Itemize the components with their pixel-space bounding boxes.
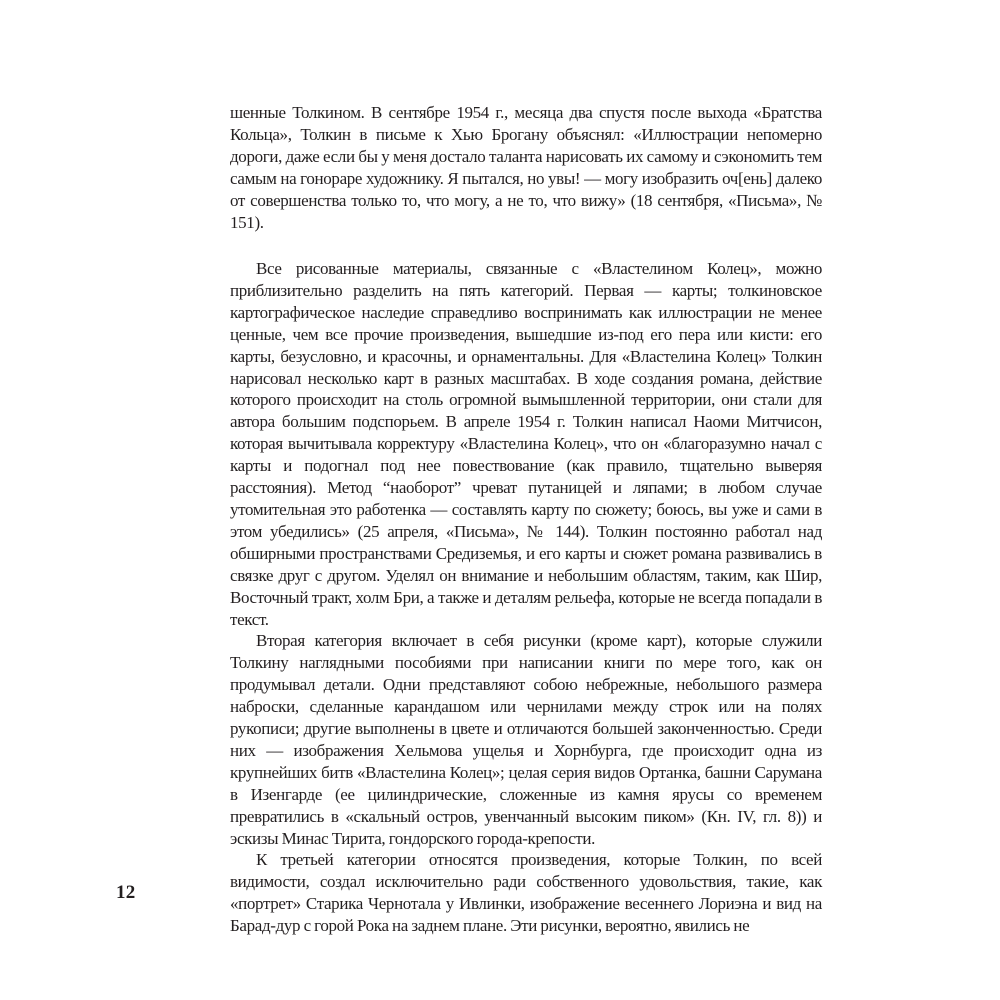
text-block-main: [230, 258, 822, 937]
text-block-top: [230, 102, 822, 233]
paragraph-third-category: К третьей категории относятся произведения, которые Толкин, по всей видимости, создал исключительно ради собственного удовольствия, такие, как «портрет» Старика Чернотала у Ивлинки, изображение весеннего Лориэна и вид на Барад-дур с горой Рока на заднем плане. Эти рисунки, вероятно, явились не: [230, 850, 822, 936]
page-number: 12: [116, 882, 136, 903]
paragraph-drawing-categories: Все рисованные материалы, связанные с «Властелином Колец», можно приблизительно разделить на пять категорий. Первая — карты; толкиновское картографическое наследие справедливо воспринимать как иллюстрации не менее ценные, чем все прочие произведения, вышедшие из-под его пера или кисти: его карты, безусловно, и красочны, и орнаментальны. Для «Властелина Колец» Толкин нарисовал несколько карт в разных масштабах. В ходе создания романа, действие которого происходит на столь огромной вымышленной территории, они стали для автора большим подспорьем. В апреле 1954 г. Толкин написал Наоми Митчисон, которая вычитывала корректуру «Властелина Колец», что он «благоразумно начал с карты и подогнал под нее повествование (как правило, тщательно выверяя расстояния). Метод “наоборот” чреват путаницей и ляпами; в любом случае утомительная это работенка — составлять карту по сюжету; боюсь, вы уже и сами в этом убедились» (25 апреля, «Письма», № 144). Толкин постоянно работал над обширными пространствами Средиземья, и его карты и сюжет романа развивались в связке друг с другом. Уделял он внимание и небольшим областям, таким, как Шир, Восточный тракт, холм Бри, а также и деталям рельефа, которые не всегда попадали в текст.: [230, 259, 822, 629]
paragraph-second-category: Вторая категория включает в себя рисунки (кроме карт), которые служили Толкину наглядными пособиями при написании книги по мере того, как он продумывал детали. Одни представляют собою небрежные, небольшого размера наброски, сделанные карандашом или чернилами между строк или на полях рукописи; другие выполнены в цвете и отличаются большей законченностью. Среди них — изображения Хельмова ущелья и Хорнбурга, где происходит одна из крупнейших битв «Властелина Колец»; целая серия видов Ортанка, башни Сарумана в Изенгарде (ее цилиндрические, сложенные из камня ярусы со временем превратились в «скальный остров, увенчанный высоким пиком» (Кн. IV, гл. 8)) и эскизы Минас Тирита, гондорского города-крепости.: [230, 631, 822, 848]
paragraph-letter-quote: шенные Толкином. В сентябре 1954 г., месяца два спустя после выхода «Братства Кольца», Толкин в письме к Хью Брогану объяснял: «Иллюстрации непомерно дороги, даже если бы у меня достало таланта нарисовать их самому и сэкономить тем самым на гонораре художнику. Я пытался, но увы! — могу изобразить оч[ень] далеко от совершенства только то, что могу, а не то, что вижу» (18 сентября, «Письма», № 151).: [230, 103, 822, 232]
